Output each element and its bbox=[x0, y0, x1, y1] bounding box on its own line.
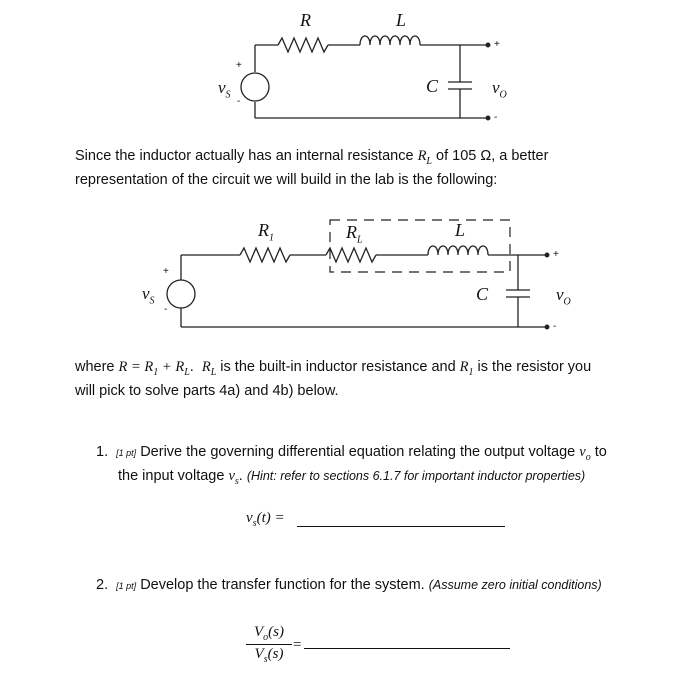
question2-answer-line[interactable] bbox=[304, 648, 510, 649]
circuit2-l-label: L bbox=[455, 220, 466, 240]
question-1 bbox=[96, 443, 696, 491]
question1-answer-line[interactable] bbox=[297, 526, 505, 527]
question1-line1: 1. [1 pt] Derive the governing differential equation relating the output voltage $v_o$ to bbox=[96, 444, 607, 463]
circuit2-vo-minus: - bbox=[553, 321, 557, 332]
circuit2-r1-label: $R_1$ bbox=[258, 220, 274, 244]
circuit2-vo-label: $v_O$ bbox=[556, 285, 571, 308]
paragraph-resistance-definition bbox=[75, 358, 685, 400]
question1-answer-label: $v_s(t)$ = bbox=[246, 510, 285, 529]
question2-fraction bbox=[246, 624, 292, 665]
circuit1-vo-label: $v_O$ bbox=[492, 78, 507, 101]
paragraph2-line2: will pick to solve parts 4a) and 4b) below. bbox=[75, 382, 339, 399]
circuit1-vo-minus: - bbox=[494, 112, 498, 123]
circuit1-l-label: L bbox=[396, 10, 407, 30]
circuit2-c-label: C bbox=[476, 284, 489, 304]
circuit1-vs-plus: + bbox=[236, 60, 242, 71]
circuit1-vs-minus: - bbox=[237, 96, 241, 107]
circuit2-vs-label: $v_S$ bbox=[142, 284, 155, 307]
paragraph1-line2: representation of the circuit we will build in the lab is the following: bbox=[75, 171, 498, 188]
question-2: 2. [1 pt] Develop the transfer function for the system. (Assume zero initial conditions) bbox=[96, 577, 602, 593]
circuit1-vs-label: $v_S$ bbox=[218, 78, 231, 101]
question1-line2: the input voltage $v_s$. (Hint: refer to sections 6.1.7 for important inductor properties) bbox=[118, 467, 586, 487]
question2-denominator: $V_s(s)$ bbox=[254, 646, 284, 665]
circuit1-r-label: R bbox=[300, 10, 311, 30]
circuit2-vs-minus: - bbox=[164, 304, 168, 315]
paragraph2-line1: where $R = R_1 + R_L$. $R_L$ is the built-in inductor resistance and $R_1$ is the resistor you bbox=[75, 359, 592, 378]
circuit1-vo-plus: + bbox=[494, 39, 500, 50]
question2-equals: = bbox=[292, 637, 303, 653]
question2-numerator: $V_o(s)$ bbox=[246, 624, 292, 645]
circuit2-vs-plus: + bbox=[163, 266, 169, 277]
circuit1-c-label: C bbox=[426, 76, 439, 96]
paragraph1-line1: Since the inductor actually has an internal resistance $R_L$ of 105 Ω, a better bbox=[75, 148, 549, 167]
circuit2-rl-label: $R_L$ bbox=[346, 222, 363, 246]
circuit2-vo-plus: + bbox=[553, 249, 559, 260]
